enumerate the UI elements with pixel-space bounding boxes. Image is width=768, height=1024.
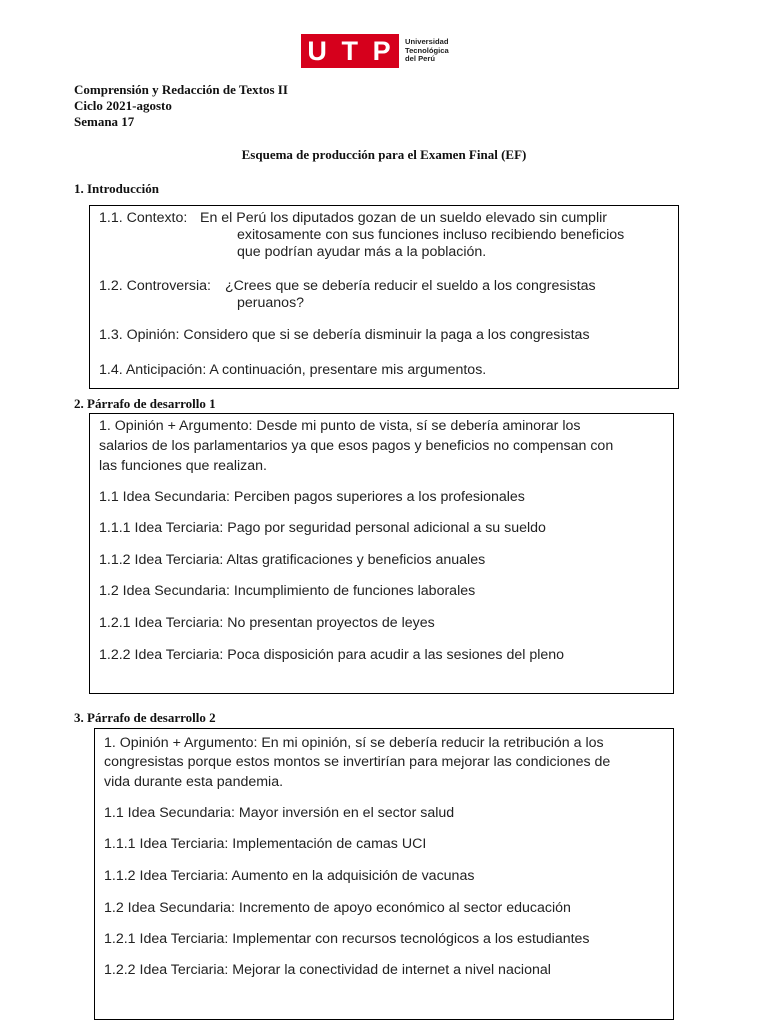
argument-line: 1. Opinión + Argumento: Desde mi punto de vista, sí se debería aminorar los bbox=[99, 418, 581, 434]
outline-item: 1.2 Idea Secundaria: Incremento de apoyo económico al sector educación bbox=[104, 900, 571, 916]
cycle: Ciclo 2021-agosto bbox=[74, 98, 172, 113]
controversy-line: ¿Crees que se debería reducir el sueldo a los congresistas bbox=[225, 278, 596, 294]
context-label: 1.1. Contexto: bbox=[99, 210, 188, 226]
anticipation-line: 1.4. Anticipación: A continuación, presentare mis argumentos. bbox=[99, 362, 487, 378]
outline-item: 1.1.2 Idea Terciaria: Altas gratificaciones y beneficios anuales bbox=[99, 552, 486, 568]
utp-logo bbox=[301, 34, 449, 68]
opinion-line: 1.3. Opinión: Considero que si se debería disminuir la paga a los congresistas bbox=[99, 327, 590, 343]
argument-line: vida durante esta pandemia. bbox=[104, 774, 284, 790]
outline-item: 1.2.1 Idea Terciaria: No presentan proyectos de leyes bbox=[99, 615, 435, 631]
argument-line: congresistas porque estos montos se invertirían para mejorar las condiciones de bbox=[104, 754, 611, 770]
outline-item: 1.2 Idea Secundaria: Incumplimiento de funciones laborales bbox=[99, 583, 476, 599]
logo-letter: U bbox=[307, 35, 329, 66]
course-name: Comprensión y Redacción de Textos II bbox=[74, 82, 288, 97]
outline-item: 1.2.1 Idea Terciaria: Implementar con recursos tecnológicos a los estudiantes bbox=[104, 931, 590, 947]
outline-item: 1.1 Idea Secundaria: Mayor inversión en el sector salud bbox=[104, 805, 455, 821]
section-2-heading: 2. Párrafo de desarrollo 1 bbox=[74, 396, 216, 411]
outline-item: 1.2.2 Idea Terciaria: Mejorar la conectividad de internet a nivel nacional bbox=[104, 962, 551, 978]
controversy-label: 1.2. Controversia: bbox=[99, 278, 211, 294]
document-title: Esquema de producción para el Examen Final (EF) bbox=[241, 147, 527, 162]
logo-text bbox=[405, 38, 449, 64]
outline-item: 1.1 Idea Secundaria: Perciben pagos superiores a los profesionales bbox=[99, 489, 525, 505]
argument-line: salarios de los parlamentarios ya que esos pagos y beneficios no compensan con bbox=[99, 438, 614, 454]
outline-item: 1.1.2 Idea Terciaria: Aumento en la adquisición de vacunas bbox=[104, 868, 475, 884]
section-3-heading: 3. Párrafo de desarrollo 2 bbox=[74, 710, 216, 725]
outline-item: 1.1.1 Idea Terciaria: Pago por seguridad personal adicional a su sueldo bbox=[99, 520, 546, 536]
context-line: exitosamente con sus funciones incluso recibiendo beneficios bbox=[237, 227, 625, 243]
outline-item: 1.1.1 Idea Terciaria: Implementación de camas UCI bbox=[104, 836, 427, 852]
week: Semana 17 bbox=[74, 114, 135, 129]
argument-line: 1. Opinión + Argumento: En mi opinión, sí se debería reducir la retribución a los bbox=[104, 735, 604, 751]
utp-logo-mark bbox=[301, 34, 399, 68]
argument-line: las funciones que realizan. bbox=[99, 458, 267, 474]
outline-item: 1.2.2 Idea Terciaria: Poca disposición para acudir a las sesiones del pleno bbox=[99, 647, 565, 663]
logo-letter: T bbox=[341, 35, 360, 66]
logo-text-line: del Perú bbox=[405, 54, 435, 64]
logo-letter: P bbox=[372, 35, 393, 66]
logo-text-line: Tecnológica bbox=[405, 45, 449, 55]
context-line: En el Perú los diputados gozan de un sueldo elevado sin cumplir bbox=[200, 210, 607, 226]
controversy-line: peruanos? bbox=[237, 295, 305, 311]
document-header bbox=[74, 82, 288, 130]
context-line: que podrían ayudar más a la población. bbox=[237, 244, 487, 260]
logo-text-line: Universidad bbox=[405, 37, 449, 47]
section-1-heading: 1. Introducción bbox=[74, 181, 159, 196]
